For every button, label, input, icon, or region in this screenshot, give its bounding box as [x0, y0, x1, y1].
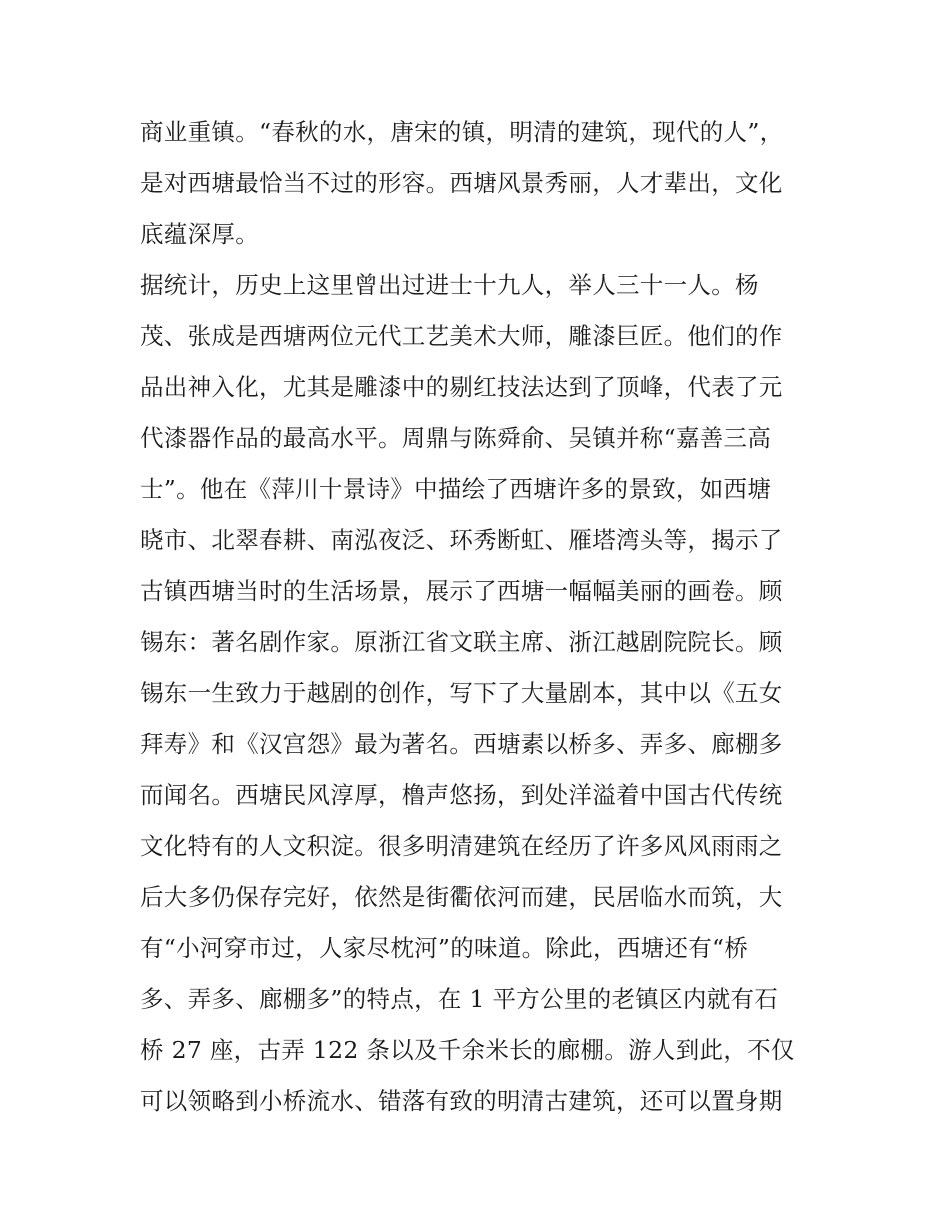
text-line: 茂、张成是西塘两位元代工艺美术大师，雕漆巨匠。他们的作 — [140, 322, 783, 350]
text-line: 晓市、北翠春耕、南泓夜泛、环秀断虹、雁塔湾头等，揭示了 — [140, 526, 783, 554]
body-text — [140, 107, 820, 1127]
text-line: 文化特有的人文积淀。很多明清建筑在经历了许多风风雨雨之 — [140, 832, 783, 860]
text-line: 士”。他在《萍川十景诗》中描绘了西塘许多的景致，如西塘 — [140, 475, 772, 503]
text-line: 品出神入化，尤其是雕漆中的剔红技法达到了顶峰，代表了元 — [140, 373, 783, 401]
text-line: 可以领略到小桥流水、错落有致的明清古建筑，还可以置身期 — [140, 1087, 783, 1115]
text-line: 而闻名。西塘民风淳厚，橹声悠扬，到处洋溢着中国古代传统 — [140, 781, 783, 809]
text-line: 多、弄多、廊棚多”的特点，在 1 平方公里的老镇区内就有石 — [140, 985, 779, 1013]
text-line: 据统计，历史上这里曾出过进士十九人，举人三十一人。杨 — [140, 271, 759, 299]
text-line: 拜寿》和《汉宫怨》最为著名。西塘素以桥多、弄多、廊棚多 — [140, 730, 783, 758]
text-line: 有“小河穿市过，人家尽枕河”的味道。除此，西塘还有“桥 — [140, 934, 749, 962]
text-line: 底蕴深厚。 — [140, 220, 259, 248]
text-line: 商业重镇。“春秋的水，唐宋的镇，明清的建筑，现代的人”， — [140, 118, 784, 146]
text-line: 锡东一生致力于越剧的创作，写下了大量剧本，其中以《五女 — [140, 679, 783, 707]
text-line: 古镇西塘当时的生活场景，展示了西塘一幅幅美丽的画卷。顾 — [140, 577, 783, 605]
text-line: 是对西塘最恰当不过的形容。西塘风景秀丽，人才辈出，文化 — [140, 169, 783, 197]
text-line: 代漆器作品的最高水平。周鼎与陈舜俞、吴镇并称“嘉善三高 — [140, 424, 772, 452]
text-line: 桥 27 座，古弄 122 条以及千余米长的廊棚。游人到此，不仅 — [140, 1036, 795, 1064]
text-line: 锡东：著名剧作家。原浙江省文联主席、浙江越剧院院长。顾 — [140, 628, 783, 656]
text-line: 后大多仍保存完好，依然是街衢依河而建，民居临水而筑，大 — [140, 883, 783, 911]
